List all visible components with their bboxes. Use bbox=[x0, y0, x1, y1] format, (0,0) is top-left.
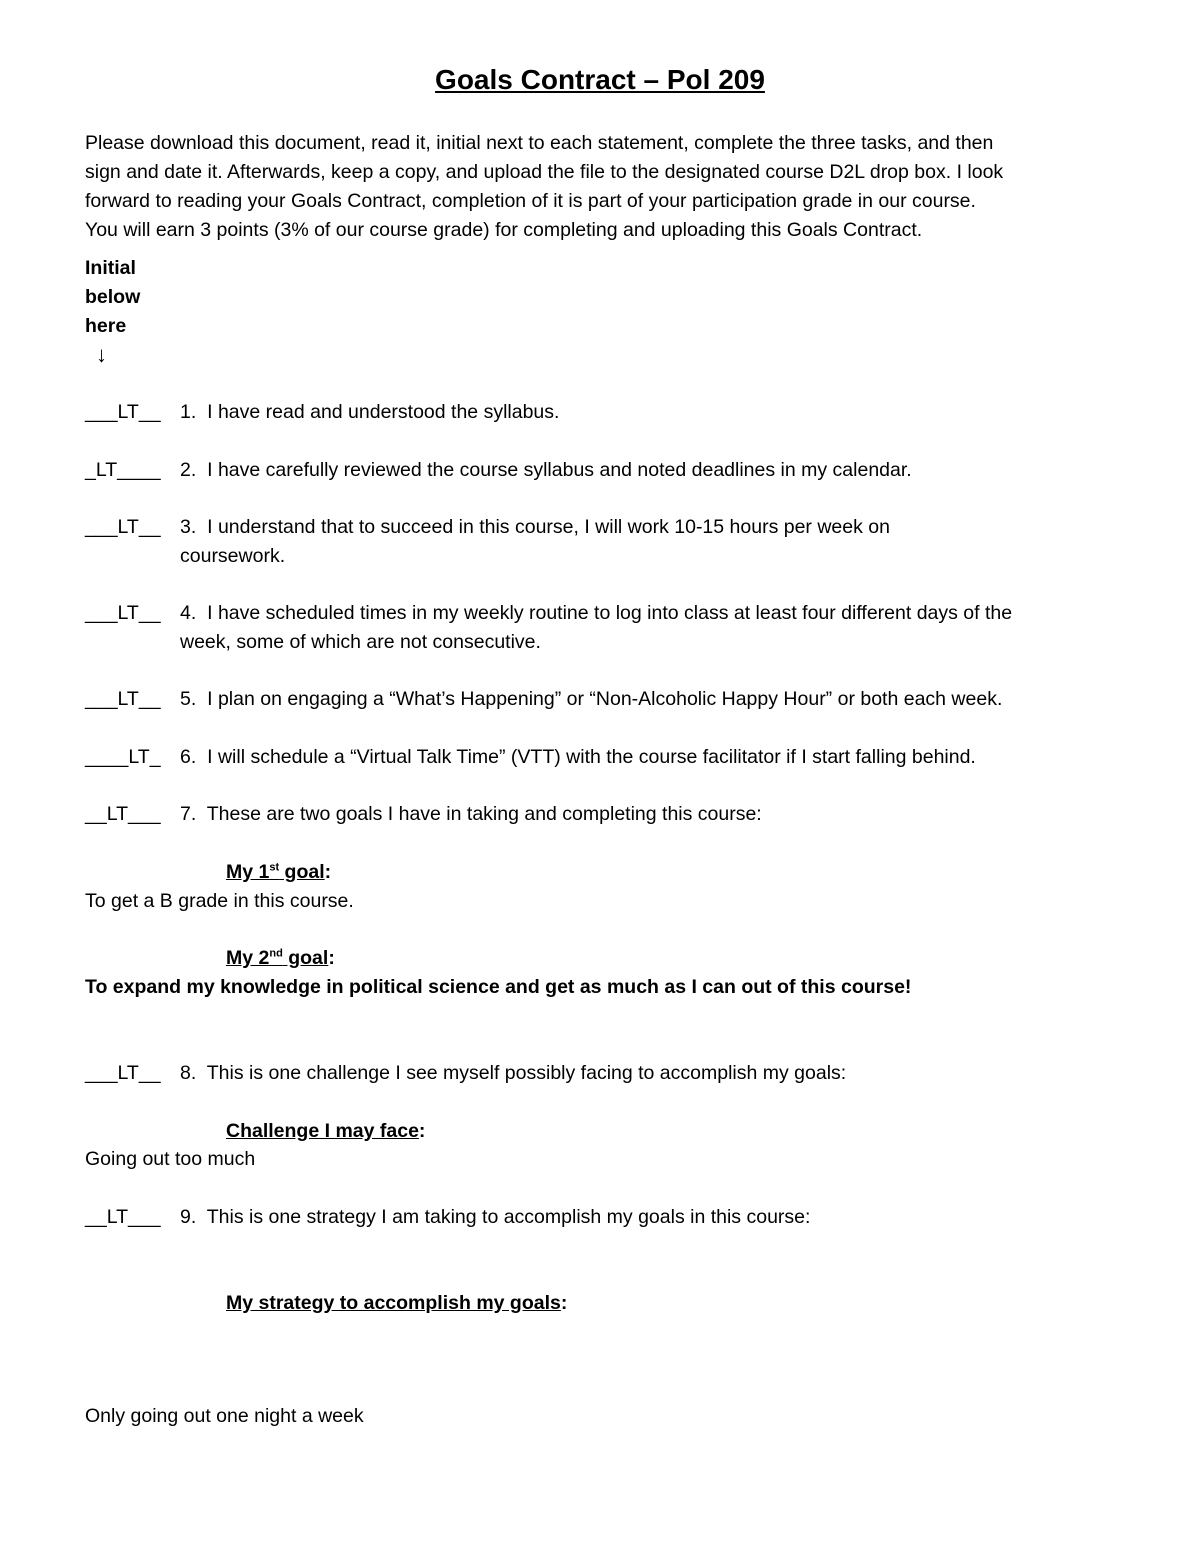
strategy-label: My strategy to accomplish my goals: bbox=[226, 1292, 568, 1314]
statement-text bbox=[180, 398, 559, 426]
statement-body: I plan on engaging a “What’s Happening” or “Non-Alcoholic Happy Hour” or both each week. bbox=[207, 688, 1003, 710]
statement-text bbox=[180, 1203, 810, 1231]
challenge-answer[interactable]: Going out too much bbox=[85, 1148, 256, 1170]
initial-field[interactable]: __LT___ bbox=[85, 803, 161, 825]
initial-field[interactable]: ___LT__ bbox=[85, 1062, 161, 1084]
statement-number: 2. bbox=[180, 459, 197, 481]
initial-header-line: here bbox=[85, 315, 127, 337]
initial-field[interactable]: ____LT_ bbox=[85, 746, 161, 768]
statement-body: I have read and understood the syllabus. bbox=[207, 401, 560, 423]
statement-body: This is one strategy I am taking to accomplish my goals in this course: bbox=[206, 1206, 811, 1228]
statement-number: 1. bbox=[180, 401, 197, 423]
instructions-line: forward to reading your Goals Contract, completion of it is part of your participation grade in our course. bbox=[85, 190, 976, 212]
statement-continuation: week, some of which are not consecutive. bbox=[180, 631, 541, 653]
goal-one-label: My 1st goal: bbox=[226, 861, 332, 883]
statement-text bbox=[180, 599, 1012, 627]
challenge-label: Challenge I may face: bbox=[226, 1120, 426, 1142]
statement-text bbox=[180, 456, 912, 484]
statement-number: 5. bbox=[180, 688, 197, 710]
statement-number: 9. bbox=[180, 1206, 197, 1228]
initial-header-line: below bbox=[85, 286, 141, 308]
statement-number: 3. bbox=[180, 516, 197, 538]
goal-one-answer[interactable]: To get a B grade in this course. bbox=[85, 890, 354, 912]
page-title: Goals Contract – Pol 209 bbox=[435, 64, 765, 95]
statement-text bbox=[180, 743, 976, 771]
statement-body: These are two goals I have in taking and completing this course: bbox=[206, 803, 762, 825]
initial-field[interactable]: _LT____ bbox=[85, 459, 161, 481]
statement-number: 6. bbox=[180, 746, 197, 768]
statement-text bbox=[180, 1059, 846, 1087]
statement-number: 8. bbox=[180, 1062, 197, 1084]
statement-number: 4. bbox=[180, 602, 197, 624]
statement-body: I have scheduled times in my weekly routine to log into class at least four different days of the bbox=[207, 602, 1013, 624]
initial-field[interactable]: ___LT__ bbox=[85, 516, 161, 538]
strategy-answer[interactable]: Only going out one night a week bbox=[85, 1405, 364, 1427]
initial-header-line: Initial bbox=[85, 257, 136, 279]
instructions-line: sign and date it. Afterwards, keep a copy, and upload the file to the designated course D2L drop box. I look bbox=[85, 161, 1004, 183]
initial-field[interactable]: __LT___ bbox=[85, 1206, 161, 1228]
statement-continuation: coursework. bbox=[180, 545, 286, 567]
instructions-paragraph bbox=[85, 129, 1125, 245]
instructions-line: Please download this document, read it, initial next to each statement, complete the three tasks, and then bbox=[85, 132, 994, 154]
statement-text bbox=[180, 685, 1002, 713]
statement-body: I understand that to succeed in this course, I will work 10-15 hours per week on bbox=[207, 516, 890, 538]
goal-two-label: My 2nd goal: bbox=[226, 947, 335, 969]
statement-body: I will schedule a “Virtual Talk Time” (VTT) with the course facilitator if I start falling behind. bbox=[207, 746, 976, 768]
initial-field[interactable]: ___LT__ bbox=[85, 401, 161, 423]
statement-text bbox=[180, 513, 890, 541]
down-arrow-icon: ↓ bbox=[96, 342, 107, 367]
statement-body: This is one challenge I see myself possibly facing to accomplish my goals: bbox=[206, 1062, 847, 1084]
statement-number: 7. bbox=[180, 803, 197, 825]
goal-two-answer[interactable]: To expand my knowledge in political science and get as much as I can out of this course! bbox=[85, 976, 912, 998]
initial-field[interactable]: ___LT__ bbox=[85, 602, 161, 624]
statement-body: I have carefully reviewed the course syllabus and noted deadlines in my calendar. bbox=[207, 459, 912, 481]
instructions-line: You will earn 3 points (3% of our course grade) for completing and uploading this Goals Contract. bbox=[85, 219, 923, 241]
initial-field[interactable]: ___LT__ bbox=[85, 688, 161, 710]
statement-text bbox=[180, 800, 762, 828]
